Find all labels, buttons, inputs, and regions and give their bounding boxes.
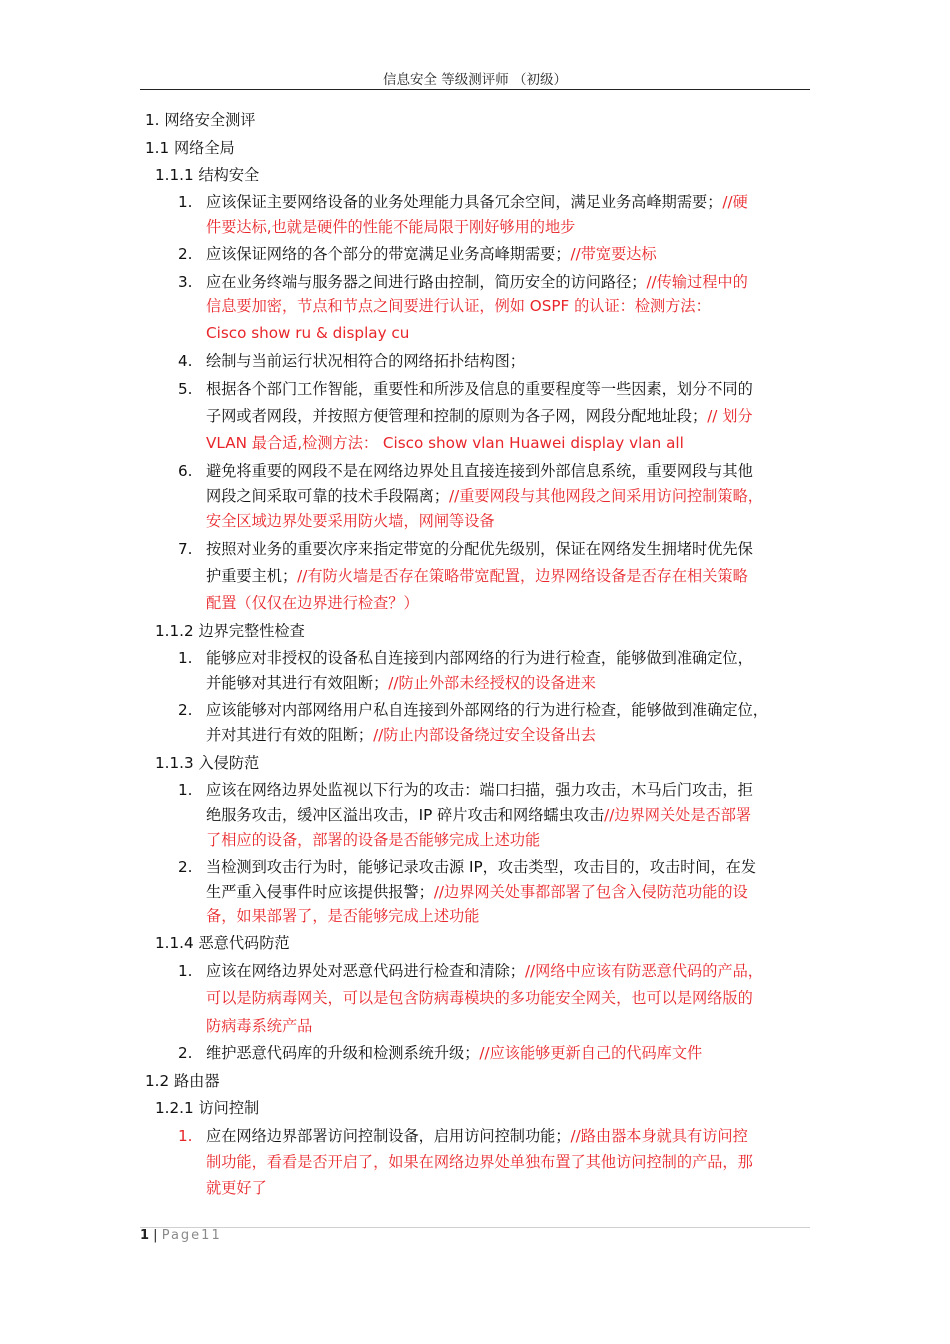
text-line (206, 485, 763, 507)
text-line (178, 191, 193, 213)
line-text: 并对其进行有效的阻断； (206, 726, 374, 744)
text-line (206, 1125, 748, 1147)
text-line (206, 804, 751, 826)
text-line (206, 672, 596, 694)
text-line (178, 350, 193, 372)
annotation-text: 1. (178, 1127, 193, 1145)
line-text: 应在业务终端与服务器之间进行路由控制，简历安全的访问路径； (206, 273, 647, 291)
text-line (178, 960, 193, 982)
annotation-text: 可以是防病毒网关，可以是包含防病毒模块的多功能安全网关，也可以是网络版的 (206, 989, 753, 1007)
text-line (145, 137, 235, 159)
line-text: 应在网络边界部署访问控制设备，启用访问控制功能； (206, 1127, 571, 1145)
line-text: 1. 网络安全测评 (145, 111, 256, 129)
line-text: 1.1.2 边界完整性检查 (155, 622, 305, 640)
text-line (206, 1015, 312, 1037)
page-footer (140, 1228, 222, 1243)
text-line (206, 565, 748, 587)
text-line (178, 779, 193, 801)
line-text: 网段之间采取可靠的技术手段隔离； (206, 487, 449, 505)
line-text: 应该保证网络的各个部分的带宽满足业务高峰期需要； (206, 245, 571, 263)
annotation-text: 配置（仅仅在边界进行检查？） (206, 594, 419, 612)
line-text: 2. (178, 858, 193, 876)
line-text: 根据各个部门工作智能，重要性和所涉及信息的重要程度等一些因素，划分不同的 (206, 380, 753, 398)
text-line (155, 932, 290, 954)
text-line (206, 216, 575, 238)
text-line (206, 724, 596, 746)
line-text: 维护恶意代码库的升级和检测系统升级； (206, 1044, 480, 1062)
text-line (206, 460, 753, 482)
text-line (206, 779, 753, 801)
annotation-text: //重要网段与其他网段之间采用访问控制策略， (449, 487, 763, 505)
footer-rule (140, 1227, 810, 1228)
text-line (178, 647, 193, 669)
text-line (206, 905, 479, 927)
line-text: 2. (178, 245, 193, 263)
line-text: 2. (178, 1044, 193, 1062)
text-line (206, 960, 763, 982)
line-text: 4. (178, 352, 193, 370)
text-line (178, 856, 193, 878)
annotation-text: //边界网关处是否部署 (604, 806, 752, 824)
text-line (145, 1070, 220, 1092)
line-text: 子网或者网段，并按照方便管理和控制的原则为各子网，网段分配地址段； (206, 407, 708, 425)
text-line (206, 856, 756, 878)
line-text: 1.1.3 入侵防范 (155, 754, 260, 772)
annotation-text: 安全区域边界处要采用防火墙，网闸等设备 (206, 512, 495, 530)
line-text: 5. (178, 380, 193, 398)
text-line (206, 699, 768, 721)
text-line (178, 271, 193, 293)
line-text: 应该能够对内部网络用户私自连接到外部网络的行为进行检查，能够做到准确定位， (206, 701, 768, 719)
line-text: 7. (178, 540, 193, 558)
text-line (178, 538, 193, 560)
line-text: 1.2 路由器 (145, 1072, 220, 1090)
annotation-text: //防止外部未经授权的设备进来 (388, 674, 596, 692)
line-text: 2. (178, 701, 193, 719)
text-line (206, 592, 419, 614)
line-text: 1. (178, 962, 193, 980)
text-line (206, 987, 753, 1009)
text-line (206, 538, 753, 560)
line-text: 并能够对其进行有效阻断； (206, 674, 389, 692)
line-text: 1. (178, 781, 193, 799)
text-line (206, 829, 540, 851)
line-text: 1. (178, 193, 193, 211)
text-line (178, 1042, 193, 1064)
text-line (206, 295, 711, 317)
text-line (206, 271, 748, 293)
line-text: 1.1.1 结构安全 (155, 166, 260, 184)
line-text: 按照对业务的重要次序来指定带宽的分配优先级别，保证在网络发生拥堵时优先保 (206, 540, 753, 558)
annotation-text: //带宽要达标 (570, 245, 657, 263)
annotation-text: 信息要加密，节点和节点之间要进行认证，例如 OSPF 的认证：检测方法： (206, 297, 711, 315)
line-text: 1.1 网络全局 (145, 139, 235, 157)
line-text: 避免将重要的网段不是在网络边界处且直接连接到外部信息系统，重要网段与其他 (206, 462, 753, 480)
text-line (206, 322, 409, 344)
text-line (178, 1125, 193, 1147)
text-line (206, 1151, 753, 1173)
footer-separator: | (149, 1228, 162, 1243)
text-line (206, 191, 748, 213)
text-line (178, 378, 193, 400)
annotation-text: //有防火墙是否存在策略带宽配置，边界网络设备是否存在相关策略 (297, 567, 748, 585)
annotation-text: Cisco show ru & display cu (206, 324, 410, 342)
annotation-text: 备，如果部署了，是否能够完成上述功能 (206, 907, 480, 925)
annotation-text: 件要达标,也就是硬件的性能不能局限于刚好够用的地步 (206, 218, 576, 236)
annotation-text: //应该能够更新自己的代码库文件 (479, 1044, 703, 1062)
text-line (206, 350, 525, 372)
line-text: 应该在网络边界处对恶意代码进行检查和清除； (206, 962, 525, 980)
text-line (155, 1097, 259, 1119)
text-line (178, 699, 193, 721)
line-text: 绝服务攻击，缓冲区溢出攻击，IP 碎片攻击和网络蠕虫攻击 (206, 806, 605, 824)
text-line (178, 243, 193, 265)
text-line (155, 164, 259, 186)
text-line (155, 752, 259, 774)
text-line (206, 510, 495, 532)
text-line (206, 647, 753, 669)
line-text: 绘制与当前运行状况相符合的网络拓扑结构图； (206, 352, 525, 370)
annotation-text: //防止内部设备绕过安全设备出去 (373, 726, 596, 744)
page-number: 1 (140, 1228, 150, 1243)
annotation-text: 制功能，看看是否开启了，如果在网络边界处单独布置了其他访问控制的产品，那 (206, 1153, 753, 1171)
running-header: 信息安全 等级测评师 （初级） (382, 72, 568, 88)
annotation-text: //网络中应该有防恶意代码的产品， (524, 962, 763, 980)
line-text: 1.2.1 访问控制 (155, 1099, 260, 1117)
annotation-text: VLAN 最合适,检测方法： Cisco show vlan Huawei display vlan all (206, 434, 684, 452)
annotation-text: //路由器本身就具有访问控 (570, 1127, 748, 1145)
annotation-text: //硬 (722, 193, 748, 211)
line-text: 3. (178, 273, 193, 291)
line-text: 6. (178, 462, 193, 480)
text-line (206, 881, 748, 903)
annotation-text: //传输过程中的 (646, 273, 748, 291)
page-label: Page11 (161, 1228, 222, 1243)
line-text: 1. (178, 649, 193, 667)
text-line (206, 243, 657, 265)
annotation-text: //边界网关处事都部署了包含入侵防范功能的设 (433, 883, 748, 901)
annotation-text: 防病毒系统产品 (206, 1017, 313, 1035)
line-text: 1.1.4 恶意代码防范 (155, 934, 290, 952)
line-text: 能够应对非授权的设备私自连接到内部网络的行为进行检查，能够做到准确定位， (206, 649, 753, 667)
text-line (206, 1177, 267, 1199)
annotation-text: 了相应的设备，部署的设备是否能够完成上述功能 (206, 831, 541, 849)
text-line (206, 432, 684, 454)
text-line (178, 460, 193, 482)
text-line (155, 620, 305, 642)
line-text: 当检测到攻击行为时，能够记录攻击源 IP，攻击类型，攻击目的，攻击时间，在发 (206, 858, 757, 876)
annotation-text: // 划分 (707, 407, 753, 425)
line-text: 应该保证主要网络设备的业务处理能力具备冗余空间，满足业务高峰期需要； (206, 193, 723, 211)
text-line (206, 378, 753, 400)
line-text: 护重要主机； (206, 567, 298, 585)
text-line (206, 405, 753, 427)
annotation-text: 就更好了 (206, 1179, 267, 1197)
text-line (145, 109, 255, 131)
line-text: 生严重入侵事件时应该提供报警； (206, 883, 434, 901)
text-line (206, 1042, 702, 1064)
line-text: 应该在网络边界处监视以下行为的攻击：端口扫描，强力攻击，木马后门攻击，拒 (206, 781, 753, 799)
